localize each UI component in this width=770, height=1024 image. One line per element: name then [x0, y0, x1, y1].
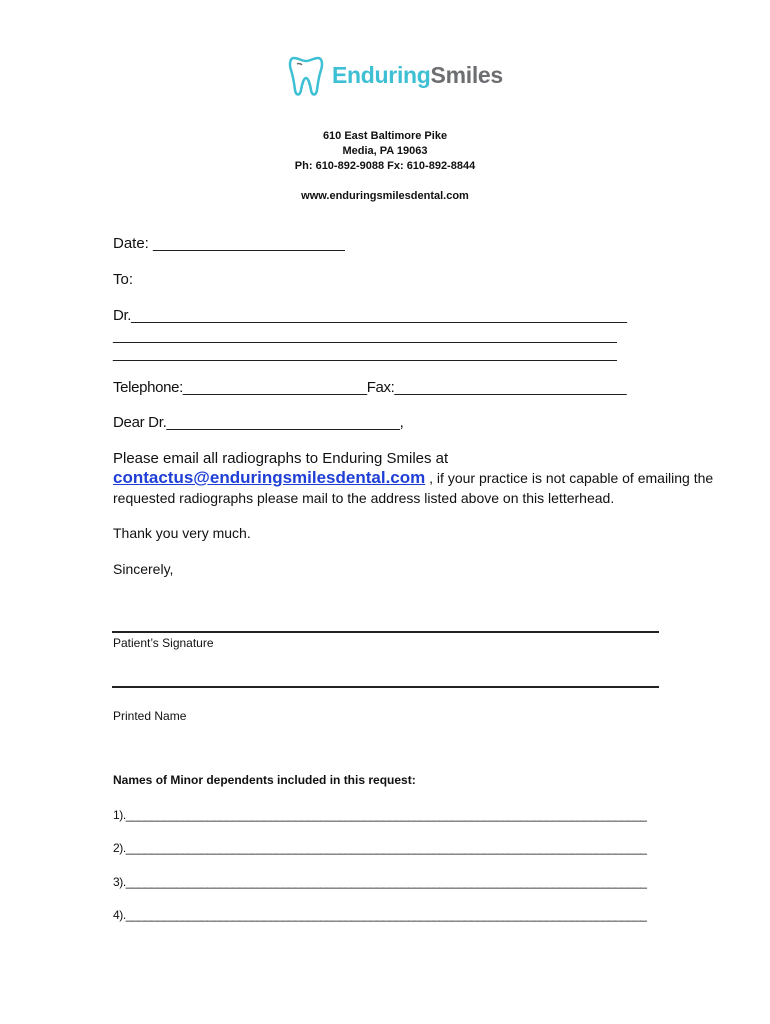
address-line2: Media, PA 19063 [342, 145, 428, 157]
telephone-fax-field[interactable]: Telephone:_______________________Fax:_____________________________ [113, 379, 627, 396]
printed-name-line[interactable] [112, 686, 659, 688]
minor-line-2[interactable]: 2).___________________________________________________________________________________ [113, 841, 647, 855]
dear-dr-field[interactable]: Dear Dr._____________________________, [113, 414, 404, 431]
brand-name [332, 62, 503, 89]
thanks-text: Thank you very much. [113, 525, 251, 541]
to-label: To: [113, 271, 134, 288]
email-link[interactable]: contactus@enduringsmilesdental.com [113, 468, 426, 487]
website: www.enduringsmilesdental.com [301, 190, 469, 202]
dr-field-line3[interactable]: _______________________________________________________________ [113, 345, 617, 362]
paragraph-line2: requested radiographs please mail to the address listed above on this letterhead. [113, 490, 615, 506]
patient-signature-label: Patient’s Signature [113, 636, 214, 650]
phone-fax: Ph: 610-892-9088 Fx: 610-892-8844 [294, 160, 476, 172]
dr-field-line1[interactable]: Dr.______________________________________________________________ [113, 307, 627, 324]
brand-part2: Smiles [430, 62, 503, 88]
date-field[interactable]: Date: _______________________ [113, 235, 345, 252]
signature-line[interactable] [112, 631, 659, 633]
address-line1: 610 East Baltimore Pike [322, 130, 448, 142]
printed-name-label: Printed Name [113, 709, 187, 723]
minor-line-3[interactable]: 3).___________________________________________________________________________________ [113, 875, 647, 889]
minor-dependents-heading: Names of Minor dependents included in this request: [113, 773, 416, 787]
paragraph-continue: , if your practice is not capable of emailing the [425, 470, 714, 486]
tooth-icon [288, 52, 324, 98]
sincerely-text: Sincerely, [113, 561, 174, 577]
logo [288, 50, 503, 102]
paragraph-intro: Please email all radiographs to Enduring Smiles at [113, 450, 449, 467]
dr-field-line2[interactable]: _______________________________________________________________ [113, 327, 617, 344]
paragraph-email-line [113, 468, 713, 488]
minor-line-1[interactable]: 1).___________________________________________________________________________________ [113, 808, 647, 822]
brand-part1: Enduring [332, 62, 431, 88]
minor-line-4[interactable]: 4).___________________________________________________________________________________ [113, 908, 647, 922]
